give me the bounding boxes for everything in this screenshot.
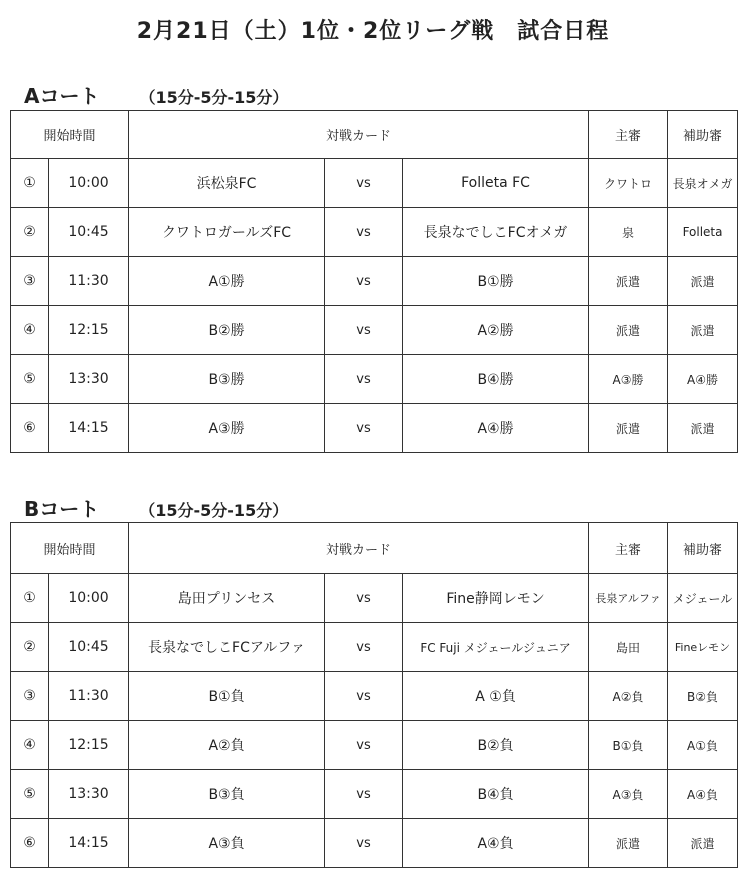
header-start-time: 開始時間 (11, 111, 129, 159)
court-a-schedule-table (10, 110, 738, 453)
vs-label: vs (325, 819, 403, 868)
assistant-referee: 派遣 (668, 257, 738, 306)
away-team: FC Fuji メジェールジュニア (403, 623, 589, 672)
home-team: B③負 (129, 770, 325, 819)
referee: A②負 (589, 672, 668, 721)
away-team: Fine静岡レモン (403, 574, 589, 623)
match-number: ① (11, 574, 49, 623)
match-number: ④ (11, 306, 49, 355)
page-title: 2月21日（土）1位・2位リーグ戦 試合日程 (136, 19, 610, 44)
home-team: A③勝 (129, 404, 325, 453)
match-time: 11:30 (49, 257, 129, 306)
referee: 島田 (589, 623, 668, 672)
assistant-referee: メジェール (668, 574, 738, 623)
assistant-referee: 派遣 (668, 404, 738, 453)
table-row (11, 306, 738, 355)
away-team: B④負 (403, 770, 589, 819)
away-team: A②勝 (403, 306, 589, 355)
court-a-heading (24, 80, 288, 109)
header-assistant: 補助審 (668, 111, 738, 159)
court-a-format: （15分-5分-15分） (139, 88, 289, 107)
referee: 派遣 (589, 404, 668, 453)
match-number: ② (11, 208, 49, 257)
table-row (11, 404, 738, 453)
vs-label: vs (325, 355, 403, 404)
home-team: クワトロガールズFC (129, 208, 325, 257)
assistant-referee: A④勝 (668, 355, 738, 404)
away-team: 長泉なでしこFCオメガ (403, 208, 589, 257)
home-team: 浜松泉FC (129, 159, 325, 208)
home-team: 長泉なでしこFCアルファ (129, 623, 325, 672)
assistant-referee: 派遣 (668, 306, 738, 355)
table-row (11, 257, 738, 306)
referee: 派遣 (589, 819, 668, 868)
header-start-time: 開始時間 (11, 523, 129, 574)
referee: B①負 (589, 721, 668, 770)
referee: 派遣 (589, 306, 668, 355)
match-time: 13:30 (49, 355, 129, 404)
match-number: ⑥ (11, 404, 49, 453)
match-time: 12:15 (49, 306, 129, 355)
home-team: A③負 (129, 819, 325, 868)
assistant-referee: A①負 (668, 721, 738, 770)
table-row (11, 623, 738, 672)
home-team: A①勝 (129, 257, 325, 306)
table-header-row (11, 523, 738, 574)
away-team: B②負 (403, 721, 589, 770)
vs-label: vs (325, 672, 403, 721)
header-referee: 主審 (589, 523, 668, 574)
court-b-heading (24, 493, 288, 522)
court-a-name: Aコート (24, 84, 100, 108)
header-match-card: 対戦カード (129, 523, 589, 574)
assistant-referee: Fineレモン (668, 623, 738, 672)
vs-label: vs (325, 208, 403, 257)
match-time: 12:15 (49, 721, 129, 770)
referee: A③勝 (589, 355, 668, 404)
home-team: 島田プリンセス (129, 574, 325, 623)
match-number: ④ (11, 721, 49, 770)
table-row (11, 819, 738, 868)
vs-label: vs (325, 721, 403, 770)
match-time: 13:30 (49, 770, 129, 819)
referee: クワトロ (589, 159, 668, 208)
match-number: ③ (11, 257, 49, 306)
table-row (11, 672, 738, 721)
away-team: A④負 (403, 819, 589, 868)
header-match-card: 対戦カード (129, 111, 589, 159)
table-row (11, 159, 738, 208)
referee: 派遣 (589, 257, 668, 306)
table-row (11, 574, 738, 623)
vs-label: vs (325, 574, 403, 623)
table-row (11, 355, 738, 404)
court-b-format: （15分-5分-15分） (139, 501, 289, 520)
referee: 泉 (589, 208, 668, 257)
court-b-name: Bコート (24, 497, 100, 521)
vs-label: vs (325, 770, 403, 819)
match-time: 14:15 (49, 819, 129, 868)
match-number: ⑤ (11, 770, 49, 819)
home-team: B②勝 (129, 306, 325, 355)
assistant-referee: A④負 (668, 770, 738, 819)
table-row (11, 721, 738, 770)
vs-label: vs (325, 404, 403, 453)
away-team: B①勝 (403, 257, 589, 306)
home-team: B①負 (129, 672, 325, 721)
vs-label: vs (325, 257, 403, 306)
match-time: 10:00 (49, 574, 129, 623)
table-row (11, 208, 738, 257)
vs-label: vs (325, 623, 403, 672)
table-row (11, 770, 738, 819)
match-number: ⑤ (11, 355, 49, 404)
header-assistant: 補助審 (668, 523, 738, 574)
away-team: A ①負 (403, 672, 589, 721)
vs-label: vs (325, 159, 403, 208)
match-time: 10:45 (49, 623, 129, 672)
match-number: ② (11, 623, 49, 672)
table-header-row (11, 111, 738, 159)
home-team: A②負 (129, 721, 325, 770)
match-time: 10:45 (49, 208, 129, 257)
away-team: A④勝 (403, 404, 589, 453)
match-time: 10:00 (49, 159, 129, 208)
away-team: Folleta FC (403, 159, 589, 208)
match-number: ③ (11, 672, 49, 721)
vs-label: vs (325, 306, 403, 355)
away-team: B④勝 (403, 355, 589, 404)
match-number: ① (11, 159, 49, 208)
assistant-referee: 派遣 (668, 819, 738, 868)
match-number: ⑥ (11, 819, 49, 868)
court-b-schedule-table (10, 522, 738, 868)
home-team: B③勝 (129, 355, 325, 404)
referee: 長泉アルファ (589, 574, 668, 623)
header-referee: 主審 (589, 111, 668, 159)
assistant-referee: 長泉オメガ (668, 159, 738, 208)
referee: A③負 (589, 770, 668, 819)
match-time: 14:15 (49, 404, 129, 453)
assistant-referee: B②負 (668, 672, 738, 721)
match-time: 11:30 (49, 672, 129, 721)
assistant-referee: Folleta (668, 208, 738, 257)
